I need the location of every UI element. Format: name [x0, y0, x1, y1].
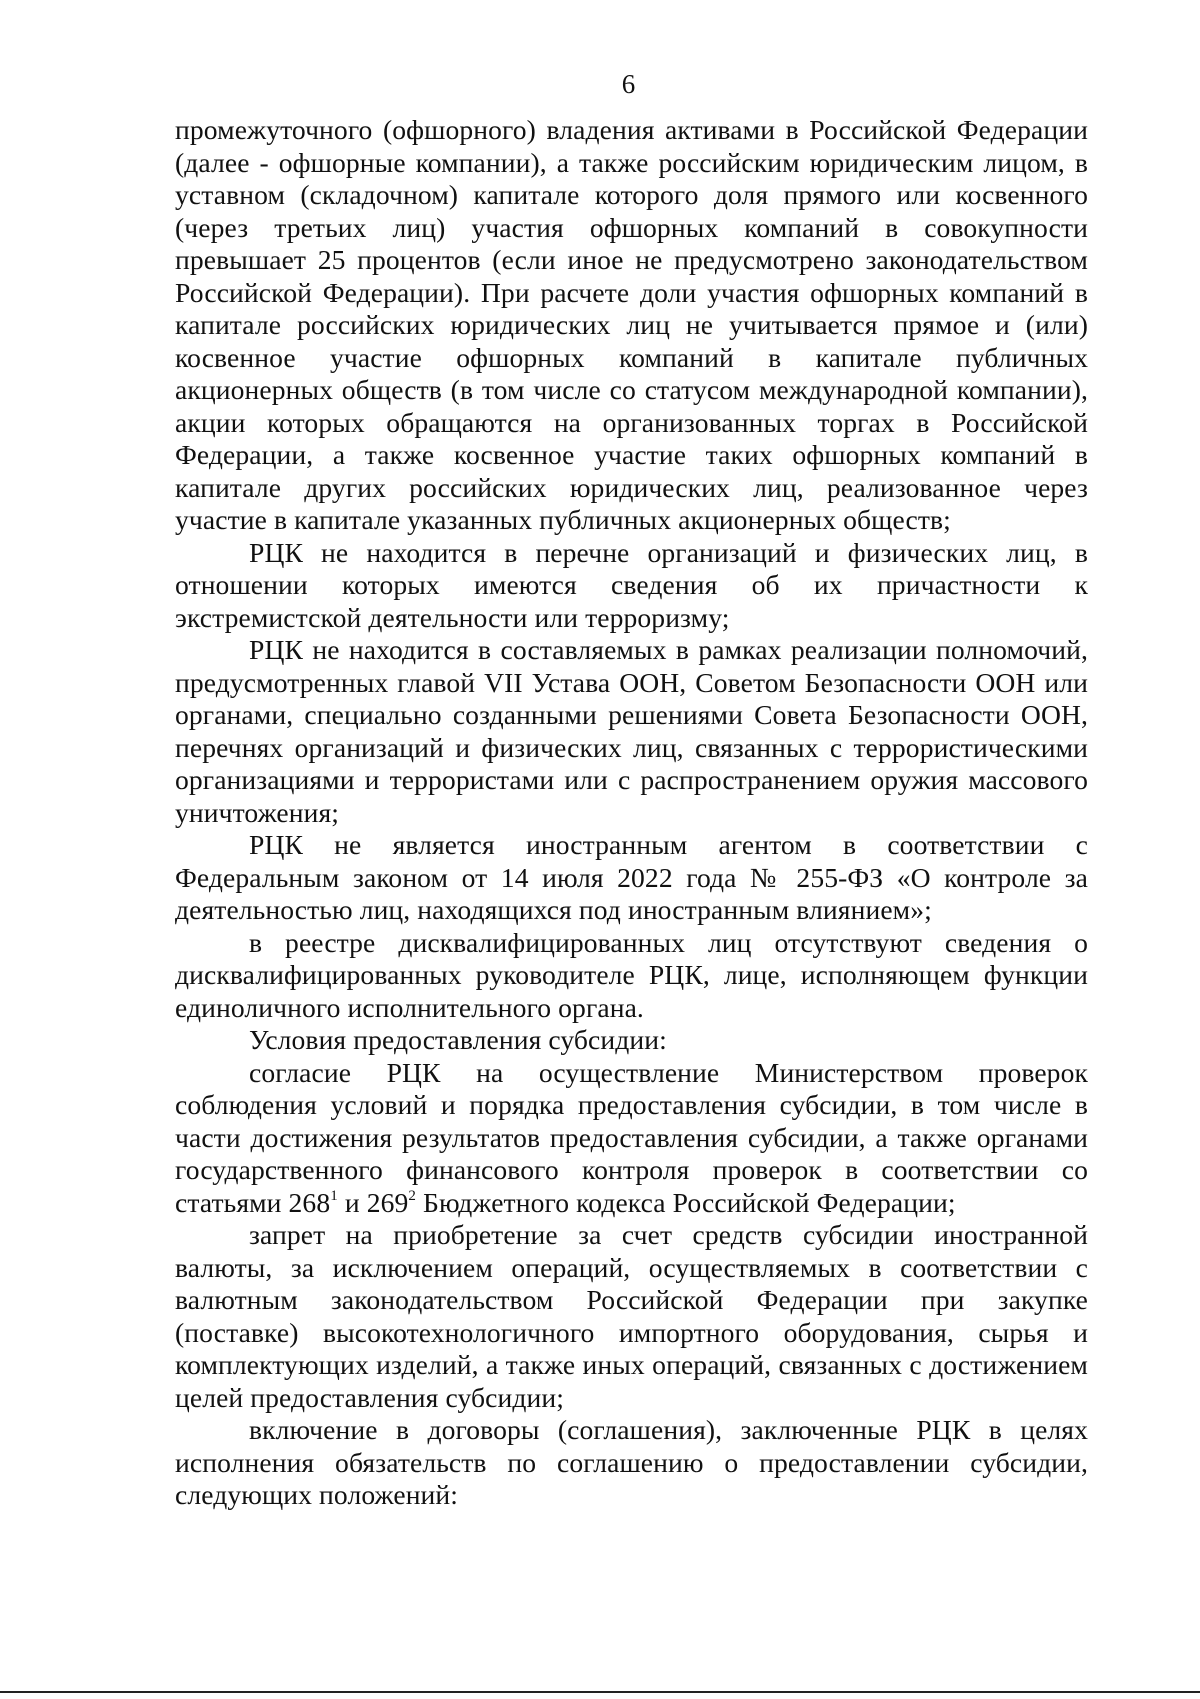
scan-bottom-edge [0, 1691, 1200, 1693]
paragraph-currency-ban: запрет на приобретение за счет средств субсидии иностранной валюты, за исключением операций, осуществляемых в соответствии с валютным законодательством Российской Федерации при закупке (поставке) высокотехнологичного импортного оборудования, сырья и комплектующих изделий, а также иных операций, связанных с достижением целей предоставления субсидии; [175, 1219, 1088, 1413]
paragraph-foreign-agent: РЦК не является иностранным агентом в соответствии с Федеральным законом от 14 июля 2022 года № 255-ФЗ «О контроле за деятельностью лиц, находящихся под иностранным влиянием»; [175, 829, 1088, 925]
article-268-superscript: 1 [330, 1187, 338, 1204]
page-number: 6 [621, 69, 636, 99]
paragraph-disqualified-register: в реестре дисквалифицированных лиц отсутствуют сведения о дисквалифицированных руководителе РЦК, лице, исполняющем функции единоличного исполнительного органа. [175, 926, 1088, 1023]
consent-text-part2: и 269 [337, 1186, 409, 1218]
paragraph-offshore-continuation: промежуточного (офшорного) владения активами в Российской Федерации (далее - офшорные компании), а также российским юридическим лицом, в уставном (складочном) капитале которого доля прямого или косвенного (через третьих лиц) участия офшорных компаний в совокупности превышает 25 процентов (если иное не предусмотрено законодательством Российской Федерации). При расчете доли участия офшорных компаний в капитале российских юридических лиц не учитывается прямое и (или) косвенное участие офшорных компаний в капитале публичных акционерных обществ (в том числе со статусом международной компании), акции которых обращаются на организованных торгах в Российской Федерации, а также косвенное участие таких офшорных компаний в капитале других российских юридических лиц, реализованное через участие в капитале указанных публичных акционерных обществ; [175, 114, 1088, 535]
paragraph-consent-inspections [175, 1057, 1088, 1220]
consent-text-part3: Бюджетного кодекса Российской Федерации; [416, 1186, 956, 1218]
paragraph-extremism-list: РЦК не находится в перечне организаций и физических лиц, в отношении которых имеются сведения об их причастности к экстремистской деятельности или терроризму; [175, 536, 1088, 633]
paragraph-un-lists: РЦК не находится в составляемых в рамках реализации полномочий, предусмотренных главой VII Устава ООН, Советом Безопасности ООН или органами, специально созданными решениями Совета Безопасности ООН, перечнях организаций и физических лиц, связанных с террористическими организациями и террористами или с распространением оружия массового уничтожения; [175, 634, 1088, 828]
paragraph-conditions-heading: Условия предоставления субсидии: [249, 1024, 667, 1055]
article-269-superscript: 2 [408, 1187, 417, 1204]
document-body [175, 114, 1088, 1512]
paragraph-contract-provisions: включение в договоры (соглашения), заключенные РЦК в целях исполнения обязательств по соглашению о предоставлении субсидии, следующих положений: [175, 1414, 1088, 1510]
consent-text-part1: согласие РЦК на осуществление Министерством проверок соблюдения условий и порядка предоставления субсидии, в том числе в части достижения результатов предоставления субсидии, а также органами государственного финансового контроля проверок в соответствии со статьями 268 [175, 1056, 1088, 1218]
